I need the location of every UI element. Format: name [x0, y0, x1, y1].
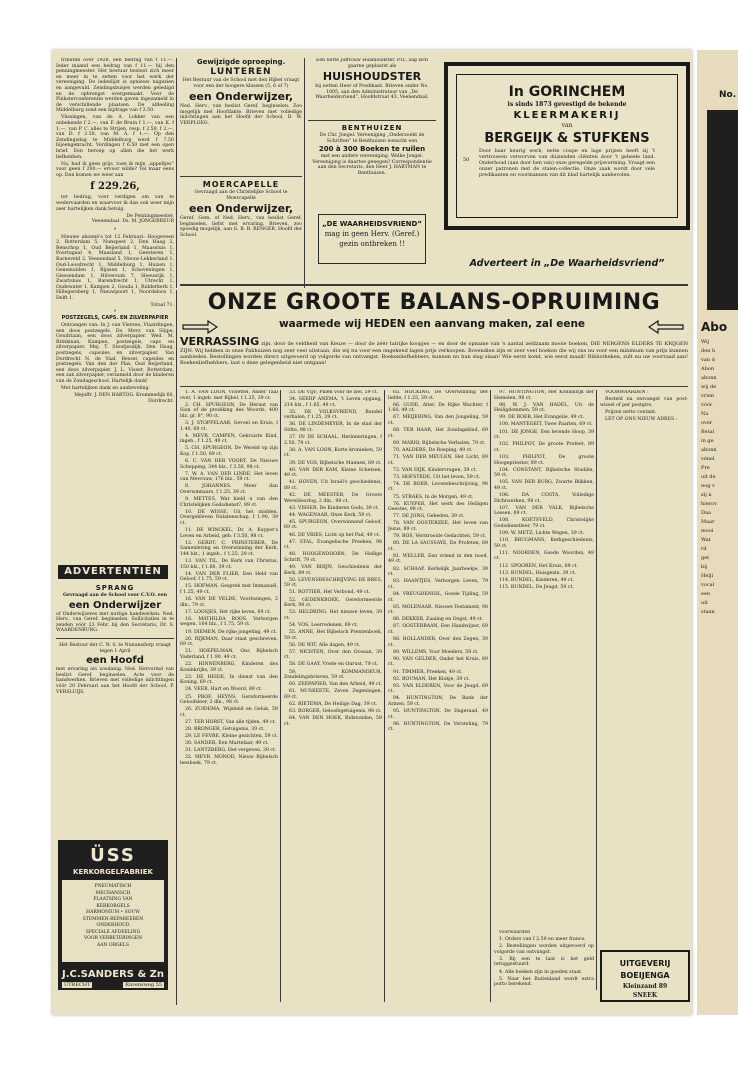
- strip-line: van d: [701, 357, 715, 363]
- sale-book-item: 62. RIETEMA, De Heilige Dag, 39 ct.: [289, 702, 378, 707]
- strip-line: abonn: [701, 447, 717, 453]
- sale-book-item: 112. SPOOREN, Het Kruis, 69 ct.: [499, 563, 579, 569]
- sale-book-item: 64. VAN DEN HOEK, Bidstonden, 59 ct.: [284, 716, 382, 727]
- strip-line: hierov: [701, 501, 718, 507]
- sale-book-item: 18. MATHILDA ROOS, Verborgen wegen, 164 blz., f 1.75, 59 ct.: [180, 616, 278, 628]
- sale-book-item: 2. CH. SPURGEON, De Heraut van Sion of de prediking des Woords, 400 blz. gr. 8°, 90 ct.: [180, 402, 278, 419]
- strip-line: mooi: [701, 528, 714, 534]
- huishoudster-title: HUISHOUDSTER: [322, 70, 422, 84]
- sale-book-item: 32. MEVR. MONOD, Nieuw Bijbelsch leesboek, 79 ct.: [180, 755, 278, 766]
- gorinchem-text: Door haar keurig werk, nette coupe en lage prijzen heeft zij 't vertrouwen verworven van duizenden cliënten door 't geheele land. Onderhoud (aan door hen van) onze geregelde prijsvorming. Vraagt een onzer patronen met de stalen-collectie. Onze zaak wordt door vele predikanten en voormannen van dit blad hartelijk aanbevolen.: [479, 149, 655, 178]
- col1-total: f 229.26,: [90, 181, 140, 193]
- strip-line: vénel: [701, 456, 715, 462]
- gorinchem-trade: KLEERMAKERIJ: [513, 110, 621, 121]
- sale-book-item: 57. NICHTEN, Over den Oceaan, 39 ct.: [284, 649, 382, 661]
- sale-book-item: 90. VAN GELDER, Onder het Kruis, 89 ct.: [388, 656, 488, 668]
- moercapelle-title: een Onderwijzer,: [188, 202, 294, 216]
- sale-book-item: 76. KUYPER, Het werk des Heiligen Geestes, 98 ct.: [388, 501, 488, 513]
- sale-book-item: 97. HUNTINGTON, Het Koninkrijk der Hemelen, 98 ct.: [494, 390, 594, 401]
- sale-book-item: 99. DE BOER, Het Evangelie, 49 ct.: [499, 415, 585, 421]
- sale-book-item: 101. DE JONGE, Een levende Hoop, 39 ct.: [494, 429, 594, 441]
- sprang-ad: [56, 584, 174, 834]
- col1-paragraph-6: Ontvangen van: In J. van Vlerzen, Vlaardingen, een doos postzegels. Ds. Mevr. van Slijpe, Goudriaan, een doos zilverpapier. Wed. M. Brinkman, Kampen, postzegels, caps en zilverpapier. Mej. T. Stoutjesdijk, Den Haag, postzegels, capsules en zilverpapier. Van Dordrecht N. de Vaal, Bessel, capsules en postzegels. Van den der Plas, Oud Beijerland, een doos zilverpapier. J. L. Visser, Rotterdam, een zak zilverpapier, verzameld door de kinderen van de Zondagsschool. Hartelijk dank!: [56, 322, 174, 384]
- sale-book-item: 43. VISSER, De Kinderen Gods, 39 ct.: [289, 505, 380, 511]
- sale-book-item: 31. LANTZBERG, Het vergeven, 39 ct.: [185, 748, 277, 754]
- col1-paragraph-1: tributen over 1928, een bedrag van f 11.—. Ieder maand een bedrag van f 11.— bij den penningmeester. Het bestuur besloot zich meer en meer in te zetten voor het werk der vereeniging. De ledenlijst is opnieuw nagezien en aangevuld. Zendingsbusjes werden geledigd en de opbrengst overgemaakt. Voor de Pinksterconferentie werden gaven ingezameld in de verschillende plaatsen. De afdeeling Middelburg zond een bijdrage van f 2.50.: [56, 58, 174, 114]
- strip-line: Maar: [701, 519, 715, 525]
- sale-column-4: [494, 390, 594, 930]
- sale-book-item: 17. LOOSJES, Het rijke leven, 69 ct.: [185, 609, 271, 615]
- sale-book-item: 50. LEVENSBESCHRIJVING DE BRES, 59 ct.: [284, 577, 382, 589]
- sale-book-item: 58. DE GAAY, Vrede en Onrust, 79 ct.: [289, 662, 379, 668]
- sale-book-item: 1. A. VAN LOON, Violettel, Ander Taal over, 1 ingeb. met Bijbel, f 1.25, 39 ct.: [180, 390, 278, 401]
- sale-book-item: 104. CONSTANT, Bijbelsche Studiën, 59 ct.: [494, 467, 594, 479]
- sale-book-item: VOORWAARDEN :: [605, 390, 649, 395]
- sale-intro: [180, 336, 688, 384]
- sale-book-item: 89. WILLEMS, Voor Moeders, 59 ct.: [393, 649, 479, 655]
- sale-book-item: 33. DE VIJF, Pillen voor de ziel, 59 ct.: [289, 390, 379, 395]
- gorinchem-van: van: [561, 122, 573, 129]
- strip-line: vocal: [701, 582, 715, 588]
- col1-paragraph-5: Nieuwe abonné's tot 12 Februari: Hoogeveen 2, Rotterdam 5, Nunspeet 2, Den Haag 2, Benschop 1, Oud Beijerland 1, Maassluis 1, Poortugaal 4, Maasland 1, Geesteren 1, Barneveld 2, Veenendaal 5, Nieuw-Lekkerland 1, Oud-Loosdrecht 1, Middelburg 1, Huizen 1, Genemuiden 1, Rijssen 1, Scheveningen 1, Giessendam 1, Hilversum 7, Sleeuwijk 1, Zwartsluis 1, Barendrecht 1, Utrecht 1, Oudewater 1, Kampen 2, Gouda 1, Ridderkerk 1, Hillegersberg 1, Nieuwpoort 1, Noordeloos 1, Delft 1.: [56, 234, 174, 302]
- sale-book-item: 85. MOLENAAR, Nieuwe Testament, 98 ct.: [388, 604, 488, 616]
- logo-line-1: PNEUMATISCH: [94, 884, 132, 889]
- sale-book-item: 1. Orders van f 2.50 en meer franco.: [499, 937, 586, 943]
- strip-abo: Abo: [701, 320, 728, 334]
- strip-line: rd: [701, 546, 707, 552]
- arrow-right-icon: [182, 320, 218, 334]
- newspaper-page: [52, 50, 692, 1015]
- sale-book-item: 5. Naar het Buitenland wordt extra porto berekend.: [494, 976, 594, 988]
- divider-huishoudster: [308, 120, 436, 121]
- sale-book-item: 5. CH. SPURGEON, De Wereld op zijn Kop, f 1.50, 69 ct.: [180, 446, 278, 457]
- sale-book-item: Prijzen netto contant.: [605, 409, 657, 415]
- sale-book-item: 53. HELDRING, Het nieuwe leven, 39 ct.: [284, 610, 382, 621]
- sale-book-item: 21. HOEPELMAN, Ons Bijbelsch Vaderland, f 1.90, 49 ct.: [180, 649, 278, 660]
- sale-lead: VERRASSING: [180, 336, 260, 348]
- sale-book-item: 74. DE BOER, Levensbeschrijving, 98 ct.: [388, 481, 488, 493]
- sale-rule-4: [596, 390, 597, 990]
- sale-book-item: 78. VAN OOSTERZEE, Het leven van Jezus, 89 ct.: [388, 521, 488, 532]
- sale-book-item: 107. VAN DER VALK, Bijbelsche Lessen, 69 ct.: [494, 505, 594, 517]
- sale-book-item: 109. W. METZ, Lichte Wegen, 39 ct.: [499, 531, 585, 537]
- sale-book-item: 11. DE WINCKEL, Dr. A. Kuyper's Leven en Arbeid, geb. f 3.50, 98 ct.: [180, 528, 278, 539]
- logo-line-5: HARMONIUM • SOUW: [86, 910, 140, 915]
- benthuizen-text1: De Chr. Jongel. Vereeniging „Onderzoekt de Schriften” te Benthuizen wenscht een: [319, 133, 425, 144]
- strip-line: wij de: [701, 384, 717, 390]
- col1-sign1-name: Veenendaal. Ds. M. JONGEBREUR: [91, 219, 174, 225]
- logo-company: J.C.SANDERS & Zn: [61, 969, 165, 980]
- sale-book-item: 30. SANDER, Een Martelaar, 49 ct.: [185, 741, 269, 747]
- advertentien-banner: ADVERTENTIËN: [58, 565, 168, 579]
- strip-line: abonn: [701, 375, 717, 381]
- sale-book-item: 65. HOCKING, De Overwinning der liefde, f 1.25, 39 ct.: [388, 390, 488, 401]
- sale-book-item: 92. BOUMAN, Het Klokje, 39 ct.: [393, 676, 470, 682]
- sale-book-item: 56. DE WIT, Alle dagen, 49 ct.: [289, 642, 361, 648]
- strip-dark-block: [707, 110, 738, 310]
- sale-rule-1: [280, 390, 281, 1002]
- sale-book-item: 22. HINNENBERG, Kinderen des Koninkrijks, 39 ct.: [180, 662, 278, 673]
- waarheidsvriend-line1: „DE WAARHEIDSVRIEND”: [322, 220, 422, 228]
- logo-line-10: AAN ORGELS: [97, 942, 129, 948]
- strip-line: get: [701, 555, 710, 561]
- col1-paragraph-7: Met hartelijken dank en aanbeveling.: [61, 385, 150, 391]
- sale-book-item: 12. GERDT. C. PRINSTERER, De Samenleving en Overwinning der Kerk, 144 blz., 1 ingeb., f 1.25, 29 ct.: [180, 540, 278, 557]
- sale-book-item: 67. MEIJERING, Van den Jongeling, 59 ct.: [388, 415, 488, 426]
- sale-book-item: 6. C. VAN DER VOORT, De Nieuwe Schepping, 344 blz., f 3.50, 98 ct.: [180, 459, 278, 470]
- sale-book-item: 98. W. J. VAN HADEL, Uit de Heiligdommen, 59 ct.: [494, 402, 594, 414]
- column-1: [56, 58, 174, 588]
- sale-book-item: 111. NOORDEN, Goede Woorden, 49 ct.: [494, 550, 594, 562]
- sale-book-item: 20. RIJKMAN, Daar staat geschreven, 69 ct.: [180, 636, 278, 648]
- waarheidsvriend-notice: [318, 214, 426, 264]
- sale-book-item: 80. DE LA SAUSSAYE, De Profeten, 69 ct.: [388, 541, 488, 552]
- sale-book-item: 45. SPURGEON, Overwinnend Geloof, 69 ct.: [284, 519, 382, 531]
- sale-book-item: Besteld na ontvangst van post-wissel of per postgiro.: [600, 397, 688, 408]
- sale-book-item: 106. DA COSTA, Volledige Dichtwerken, 98 ct.: [494, 493, 594, 504]
- sale-book-item: 15. HOFMAN, Gesprek met Immanuël, f 1.25, 49 ct.: [180, 584, 278, 595]
- sale-book-item: 9. METTES, Wat hield u van den Christelijken Godsdienst?, 89 ct.: [180, 497, 278, 508]
- divider-star-2: *: [113, 309, 117, 315]
- sale-book-item: 52. GEDENKBOEK, Gereformeerde Kerk, 98 ct.: [284, 597, 382, 609]
- sale-book-item: 46. DE VRIES, Licht op het Pad, 49 ct.: [289, 532, 381, 538]
- sale-book-item: 114. BUNDEL, Kinderen, 49 ct.: [499, 577, 574, 583]
- sale-book-item: 47. STAL, Evangelische Preeken, 98 ct.: [284, 539, 382, 551]
- sale-book-item: 100. MANTEGEIT, Twee Paarlen, 69 ct.: [499, 422, 593, 428]
- benthuizen-title: 200 à 300 Boeken te ruilen: [318, 145, 426, 154]
- sale-column-3: [388, 390, 488, 1002]
- sale-book-item: 49. VAN RHIJN, Geschiedenis der Kerk, 89 ct.: [284, 565, 382, 576]
- sale-book-item: 8. JOHANNES. Meer dan Overwinnaars, f 1.25, 39 ct.: [180, 484, 278, 495]
- adverteert-banner: Adverteert in „De Waarheidsvriend”: [469, 258, 665, 269]
- waarheidsvriend-line2: mag in geen Herv. (Geref.) gezin ontbreken !!: [324, 230, 420, 248]
- sale-book-item: 103. PHILPOT, De groote Hoogepriester, 89 ct.: [494, 454, 594, 466]
- sale-book-item: 38. A. VAN LOON, Korte kronieken, 59 ct.: [284, 447, 382, 459]
- strip-line: Helji: [701, 573, 714, 579]
- lunteren-title: een Onderwijzer,: [188, 90, 294, 104]
- strip-line: bij: [701, 564, 708, 570]
- gorinchem-city: In GORINCHEM: [508, 84, 626, 100]
- sale-column-5: [494, 930, 594, 1000]
- col1-paragraph-4: ter bedrag, voor verdigen om van te wedervaarden en waarvoor ik dan ook weer mijn zeer hartelijken dank betuig.: [56, 195, 174, 212]
- strip-top: No.: [719, 90, 737, 100]
- logo-line-9: VOOR VERBETERINGEN: [83, 936, 143, 941]
- sprang-place: SPRANG: [95, 584, 135, 592]
- sale-book-item: 41. HOVEN, Uit Israël's geschiedenis, 89 ct.: [284, 480, 382, 491]
- sale-book-item: 63. BORGER, Geloofsgetuigenis, 98 ct.: [289, 709, 382, 715]
- lunteren-ad: [180, 58, 302, 173]
- sale-book-item: 70. AALDERS, De Roeping, 49 ct.: [393, 447, 473, 453]
- sale-book-item: 26. ZUIDEMA, Wijsheid en Geluk, 59 ct.: [180, 707, 278, 718]
- strip-line: nog v: [701, 483, 715, 489]
- strip-line: den h: [701, 348, 716, 354]
- moercapelle-ad: [180, 180, 302, 285]
- sale-book-item: 115. BUNDEL, De Jeugd, 59 ct.: [499, 584, 574, 590]
- sale-book-item: 28. BRONGER, Getuigenis, 39 ct.: [185, 726, 265, 732]
- sale-book-item: 7. W. A. VAN DER LINDE, Het leven van Mevrouw, 176 blz., 59 ct.: [180, 471, 278, 483]
- strip-column: [701, 338, 738, 998]
- sale-column-6: [600, 390, 688, 930]
- sale-book-item: 88. HOLLANDER, Over den Zegen, 39 ct.: [388, 637, 488, 648]
- logo-line-3: PLAATSING VAN: [93, 897, 133, 902]
- sale-book-item: 87. OOSTERBAAN, Een Handwijzer, 69 ct.: [388, 624, 488, 635]
- sale-book-item: 29. LE FEVRE, Kleine gezichten, 59 ct.: [185, 734, 278, 740]
- sale-book-item: 113. BUNDEL, Huisgezin, 39 ct.: [499, 570, 576, 576]
- logo-line-7: ONDERHOUD: [96, 923, 130, 928]
- postzegels-heading: POSTZEGELS, CAPS. EN ZILVERPAPIER: [61, 315, 169, 322]
- gorinchem-since: is sinds 1873 gevestigd de bekende: [507, 101, 627, 108]
- sale-book-item: 39. DE VOS, Bijbelsche Mannen, 69 ct.: [289, 460, 382, 466]
- sale-book-item: LET OP ONS NIEUW ADRES :: [605, 416, 678, 422]
- sale-book-item: 91. TIMMER, Preeken, 49 ct.: [393, 669, 463, 675]
- huishoudster-ad: [308, 58, 436, 116]
- logo-name: KERKORGELFABRIEK: [73, 868, 153, 876]
- sale-book-item: 14. VAN DER FLIER, Een Held van Geloof, f 1.75, 59 ct.: [180, 571, 278, 583]
- moercapelle-place: MOERCAPELLE: [202, 180, 280, 189]
- sale-book-item: 93. VAN ELDEREN, Voor de Jeugd, 69 ct.: [388, 683, 488, 695]
- strip-line: Abon: [701, 366, 715, 372]
- sale-book-item: 44. WAGENAAR, Onze Kerk, 59 ct.: [289, 512, 372, 518]
- hoofd-text: met ervaring als zoodanig. Ned. Hervormd van beslist Geref. beginselen. Acte voor de handwerken. Brieven met volledige inlichtingen vóór 20 Februari aan het Hoofd der School, P. VERSLUIJS.: [56, 667, 174, 695]
- huishoudster-intro: Een nette Juffrouw Huishoudster, P.O., zag zich gaarne geplaatst als: [315, 58, 429, 69]
- sale-book-item: 60. ZEEPAPIER, Van den Arbeid, 49 ct.: [289, 682, 382, 688]
- strip-line: Wat: [701, 537, 711, 543]
- sale-book-item: 3. J. STOPPELAAR, Gevoel en Kruis, f 1.40, 69 ct.: [180, 420, 278, 432]
- sale-book-item: 108. KOETSVELD, Christelijke Godsdienstleer, 79 ct.: [494, 518, 594, 529]
- sprang-title: een Onderwijzer: [68, 599, 162, 611]
- hoofd-intro: Het Bestuur der C. N. S. te Nunansdorp vraagt tegen 1 April: [59, 642, 171, 654]
- column-rule-1: [176, 58, 177, 288]
- sale-book-item: voorwaarden: [499, 930, 531, 935]
- sale-book-item: 34. SEERP ANEMA, 't Leven opgang, 214 blz., f 1.65, 49 ct.: [284, 397, 382, 408]
- sale-book-item: 13. VAN TIL, De Kerk van Christus, 150 blz., f 1.60, 39 ct.: [180, 559, 278, 570]
- sale-book-item: 82. SCHAAP, Kerkelijk Jaarboekje, 39 ct.: [388, 566, 488, 578]
- sale-rule-2: [384, 390, 385, 1002]
- lunteren-place: LUNTEREN: [210, 67, 272, 77]
- col1-paragraph-2: Vlissingen, van de A. Lokker van een onbekende f 2.—, van F. de Bruin f 1.—, van K. f 1.—, van P. C. alles te Strijen, resp. f 2.50, f 2.—, van D. f 2.50, van M. A. f 1.—. Op den Zendingsdag te Middelburg werd f 7.50 bijeengebracht. Vordingen f 6.50 met een open brief. Een beroep op allen die het werk liefhebben.: [56, 115, 174, 160]
- divider-line: [56, 638, 174, 639]
- strip-line: een: [701, 591, 711, 597]
- sale-subtitle: waarmede wij HEDEN een aanvang maken, zal eene: [278, 318, 586, 330]
- logo-line-2: MECHANISCH: [95, 890, 131, 896]
- gorinchem-firm: BERGEIJK & STUFKENS: [484, 131, 650, 146]
- sprang-text: of Onderwijzeres met nuttige handwerken. Ned. Herv., van Geref. beginselen. Sollicitaties in te zenden vóór 23 Febr. bij den Secretaris, Dr. S. WAARDENBURG.: [56, 611, 174, 634]
- sale-book-item: 83. HAANTJES, Verborgen Leven, 79 ct.: [388, 579, 488, 590]
- column-rule-3: [304, 58, 305, 288]
- sale-book-item: 27. TER HORST, Van alle tijden, 49 ct.: [185, 719, 276, 725]
- sale-title: ONZE GROOTE BALANS-OPRUIMING: [207, 290, 661, 315]
- sale-book-item: 16. VAN DE VELDE, Voorlezingen, 2 dln., 79 ct.: [180, 597, 278, 608]
- sale-book-item: 10. DE WISSE, Uit het midden. Overgebleven Nalatenschap, f 1.90, 39 ct.: [180, 509, 278, 526]
- sale-column-1: [180, 390, 278, 1002]
- gorinchem-frame: [456, 74, 678, 218]
- gorinchem-number: 50: [463, 157, 470, 163]
- sale-book-item: 102. PHILPOT, De groote Profeet, 89 ct.: [494, 442, 594, 453]
- benthuizen-ad: [308, 124, 436, 208]
- boeijenga-address-box: [600, 950, 690, 1002]
- sale-book-item: 54. VOS, Leerredenen, 69 ct.: [289, 622, 359, 628]
- strip-line: Daa: [701, 510, 711, 516]
- strip-line: uit de: [701, 474, 716, 480]
- sale-book-item: 86. DEKKER, Zaaiing en Oogst, 49 ct.: [393, 617, 484, 623]
- sale-top-rule: [180, 284, 688, 286]
- sale-book-item: 105. VAN DER BURG, Zwarte Blikken, 49 ct.: [494, 480, 594, 491]
- adjacent-page-strip: [697, 50, 738, 1015]
- sale-book-item: 75. STRAKS, In de Morgen, 49 ct.: [393, 494, 474, 500]
- boeijenga-address: Kleinzand 89: [622, 983, 668, 990]
- kerkorgelfabriek-ad: [58, 840, 168, 990]
- sale-book-item: 42. DE MEESTER, De Groote Wereldoorlog, 2 dln., 98 ct.: [284, 493, 382, 504]
- moercapelle-intro: Gevraagd aan de Christelijke School te Moercapelle: [194, 190, 288, 201]
- divider-lunteren: [180, 176, 302, 177]
- sale-book-item: 40. VAN DER KAM, Kleine Schetsen, 49 ct.: [284, 467, 382, 479]
- sale-book-item: 68. TER HAAR, Het Zondagsblad, 69 ct.: [388, 428, 488, 439]
- sale-book-item: 81. WELLER, Een vriend in den nood, 49 ct.: [388, 553, 488, 565]
- arrow-left-icon: [648, 320, 684, 334]
- sale-book-item: 35. DE VOLKSVRIEND, Bundel verhalen, f 1.25, 39 ct.: [284, 409, 382, 421]
- sale-book-item: 24. VEER, Hart en Woord, 89 ct.: [185, 687, 263, 693]
- boeijenga-firm: UITGEVERIJ BOEIJENGA: [619, 959, 671, 980]
- sale-book-item: 79. BOS, Verstrooide Gedachten, 59 ct.: [393, 534, 487, 540]
- strip-line: Pre: [701, 465, 710, 471]
- sale-book-item: 84. VREUGDENHIL, Goede Tijding, 59 ct.: [388, 591, 488, 603]
- sale-book-item: 66. GUDE, Alter, De Rijke Wachter, f 1.60, 49 ct.: [388, 402, 488, 414]
- logo-line-8: SPECIALE AFDEELING: [85, 929, 141, 935]
- logo-line-4: KERKORGELS: [96, 903, 130, 909]
- logo-address: Ravensweg 55: [125, 982, 162, 988]
- sale-book-item: 96. HUNTINGTON, De Versteling, 79 ct.: [388, 721, 488, 733]
- sale-column-2: [284, 390, 382, 1002]
- sale-intro-rule: [180, 386, 688, 387]
- sprang-sub: Gevraagd aan de School voor C.V.O. een: [62, 593, 167, 598]
- col1-sign2: Mejuffr. J. DEN HARTOG. Krommedijk 60, Dordrecht.: [74, 393, 174, 404]
- strip-line: Betal: [701, 429, 715, 435]
- hoofd-title: een Hoofd: [86, 655, 144, 667]
- column-rule-2: [176, 290, 177, 1005]
- moercapelle-text: Geref. Gem. of Ned. Herv., van beslist Geref. beginselen, liefst met ervaring. Brieven, zoo spoedig mogelijk, aan G. B. B. RENGER, Hoofd der School.: [180, 216, 302, 238]
- strip-line: vrien: [701, 393, 714, 399]
- benthuizen-text2: met een andere vereeniging. Welke Jongel. Vereeniging is daartoe genegen? Correspondentie aan den Secretaris, den Heer J. HARTMAN te Benthuizen.: [312, 154, 432, 176]
- col1-paragraph-3: Na, had ik geen grijs, toen ik mijn „appeltjes” voor geen f 200.— ervoor wilde? Tel maar eens op. Dan komen we weer aan: [56, 161, 174, 178]
- logo-services: [62, 880, 164, 962]
- lunteren-heading: Gewijzigde oproeping.: [196, 58, 286, 66]
- sale-book-item: 73. HOFSTEDE, Uit het leven, 59 ct.: [393, 474, 481, 480]
- divider-star: *: [113, 227, 117, 233]
- sale-book-item: 37. IN DE SCHAAL, Herinneringen, f 2.50, 79 ct.: [284, 435, 382, 446]
- sale-book-item: 69. MARIO, Bijbelsche Verhalen, 79 ct.: [393, 440, 486, 446]
- logo-line-6: STEMMEN-REPAREEREN: [82, 916, 144, 922]
- sale-book-item: 71. VAN DER MEULEN, Het Licht, 89 ct.: [388, 454, 488, 466]
- sale-book-item: 110. BRUGMANS, Kerkgeschiedenis, 59 ct.: [494, 538, 594, 549]
- sale-book-item: 77. DE JONG, Gebeden, 39 ct.: [393, 514, 465, 520]
- col1-subtotal: Totaal 71.: [150, 303, 174, 309]
- sale-book-item: 48. HOOGENDOORN, De Heilige Schrift, 79 ct.: [284, 552, 382, 563]
- sale-lead-text: zijn, door de veldheid van Keuze — door de zéér talrijke koopjes — en door de opname van 's aantal zeldzaam mooie boeken, DIE NERGENS ELDERS TE KRIJGEN ZIJN. Wij hebben in onze Pakhuizen nog zeer veel uitstaan, die wij nu voor een ongekend lagen prijs verkoopen. Bovendien zijn er zeer veel boeken die wij ons nu voor een minimum van prijs kunnen aanbieden. Bestellingen worden direct uitgevoerd op volgorde van ontvangst. Boekenliefhebbers, kunnen nu hun slag slaan! Wie eerst komt, wie eerst maalt! Bibliotheken, zult nu uw voorraad aan! Boekenliefhebbers, laat u deze gelegenheid niet ontgaan!: [180, 341, 688, 366]
- strip-line: Na: [701, 411, 709, 417]
- sale-book-item: 59. KOMMANDEUR, Zendelingsbrieven, 59 ct.: [284, 669, 382, 681]
- col1-sign1-role: De Penningmeester,: [126, 213, 174, 219]
- logo-city: UTRECHT: [64, 982, 91, 988]
- strip-line: over: [701, 420, 713, 426]
- sale-book-item: 23. DE HEIDE, In dienst van den Koning, 69 ct.: [180, 674, 278, 686]
- sale-book-item: 19. DIEMEN, De rijke jongeling, 49 ct.: [185, 629, 277, 635]
- strip-line: uit: [701, 600, 708, 606]
- sale-book-item: 72. VAN DIJK, Kindervragen, 39 ct.: [393, 467, 477, 473]
- lunteren-intro: Het Bestuur van de School met den Bijbel vraagt voor een der hoogere klassen (5, 6 of 7): [182, 78, 300, 89]
- lunteren-text: Ned. Herv., van beslist Geref. beginselen. Zoo mogelijk met Hoofdakte. Brieven met volledige inlichtingen aan het Hoofd der School, D. W. VERPLOEG.: [180, 104, 302, 126]
- sale-book-item: 2. Bestellingen worden uitgevoerd op volgorde van ontvangst.: [494, 944, 594, 955]
- strip-line: zij n: [701, 492, 712, 498]
- logo-mark: ÜSS: [90, 845, 136, 866]
- sale-book-item: 61. MUSKEETE, Zeven Zegeningen, 69 ct.: [284, 689, 382, 700]
- strip-line: Wij: [701, 339, 710, 345]
- strip-line: vóór: [701, 402, 713, 408]
- sale-book-item: 51. ROTTIER, Het Verbond, 49 ct.: [289, 590, 370, 596]
- sale-rule-3: [490, 390, 491, 1002]
- sale-book-item: 36. DE LINDEMEYER, In de stad der Stilte, 98 ct.: [284, 422, 382, 434]
- gorinchem-ad: [444, 62, 690, 230]
- benthuizen-place: BENTHUIZEN: [341, 124, 403, 132]
- sale-book-item: 4. Alle boeken zijn in goeden staat.: [499, 969, 583, 975]
- sale-book-item: 25. PROF. HEYNS, Gereformeerde Geloofsleer, 2 dln., 98 ct.: [180, 694, 278, 706]
- strip-line: in ge: [701, 438, 714, 444]
- strip-line: staan: [701, 609, 715, 615]
- sale-book-item: 94. HUNTINGTON, De Bank der Armen, 59 ct.: [388, 696, 488, 707]
- huishoudster-text: bij netten Heer of Predikant. Brieven onder No. 1005, aan den Administrateur van „De Waarheidsvriend”, Hoofdstraat 43, Veenendaal.: [315, 84, 429, 101]
- sale-book-item: 95. HUNTINGTON, De Dageraad, 49 ct.: [388, 709, 488, 720]
- sale-book-item: 4. MEVR. CAMPEN, Gekruiste Kind, ingeb., f 1.25, 49 ct.: [180, 433, 278, 445]
- sale-book-item: 3. Bij een te laat is het geld teruggestuurd.: [494, 956, 594, 968]
- sale-book-item: 55. ANNE, Het Bijbelsch Prentenboek, 59 ct.: [284, 629, 382, 641]
- boeijenga-city: SNEEK: [632, 992, 658, 999]
